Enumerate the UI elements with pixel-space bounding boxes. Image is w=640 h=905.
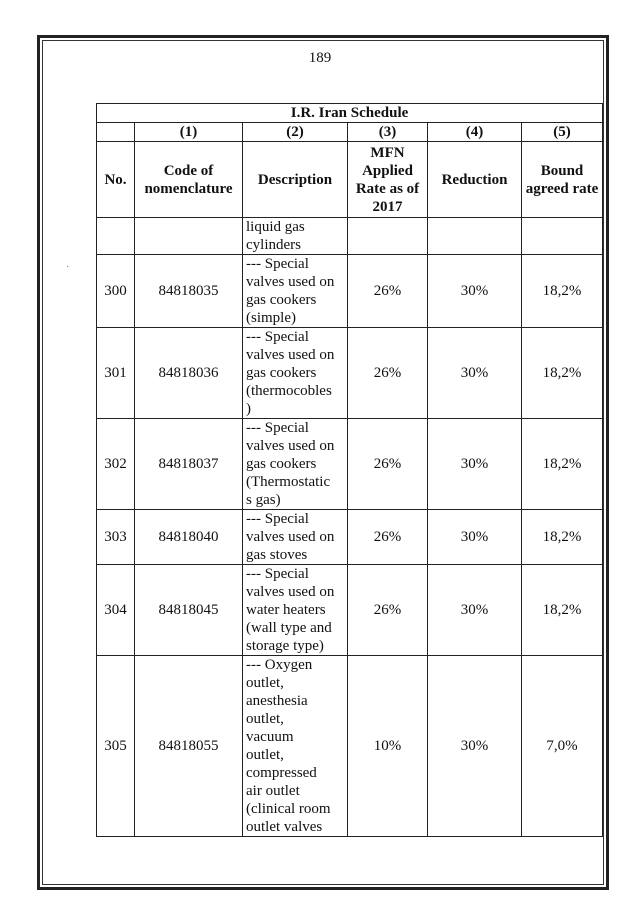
description-line: liquid gas [246, 219, 305, 235]
description-line: (thermocobles [246, 383, 332, 399]
cell-mfn-rate: 26% [348, 419, 428, 510]
header-reduction: Reduction [428, 142, 522, 218]
cell-reduction: 30% [428, 328, 522, 419]
cell-code: 84818035 [135, 255, 243, 328]
cell-code: 84818040 [135, 510, 243, 565]
description-line: storage type) [246, 638, 324, 654]
cell-bound-rate: 18,2% [522, 328, 603, 419]
cell-description [243, 419, 348, 510]
cell-no [97, 218, 135, 255]
header-bound-rate: Bound agreed rate [522, 142, 603, 218]
cell-no: 301 [97, 328, 135, 419]
table-row [97, 510, 603, 565]
table-row [97, 656, 603, 837]
table-row [97, 565, 603, 656]
column-number: (5) [522, 123, 603, 142]
header-description: Description [243, 142, 348, 218]
cell-code: 84818055 [135, 656, 243, 837]
cell-no: 303 [97, 510, 135, 565]
cell-mfn-rate: 26% [348, 510, 428, 565]
cell-no: 300 [97, 255, 135, 328]
description-line: outlet valves [246, 819, 323, 835]
scan-speck: · [66, 262, 70, 273]
column-number [97, 123, 135, 142]
cell-mfn-rate: 26% [348, 565, 428, 656]
description-line: outlet, [246, 747, 284, 763]
cell-no: 302 [97, 419, 135, 510]
description-line: --- Oxygen [246, 657, 313, 673]
column-number: (2) [243, 123, 348, 142]
cell-reduction: 30% [428, 565, 522, 656]
table-row [97, 218, 603, 255]
column-number-row [97, 123, 603, 142]
description-line: air outlet [246, 783, 300, 799]
cell-code: 84818036 [135, 328, 243, 419]
description-line: gas cookers [246, 365, 317, 381]
description-line: outlet, [246, 711, 284, 727]
cell-bound-rate: 18,2% [522, 510, 603, 565]
table-row [97, 419, 603, 510]
cell-code: 84818037 [135, 419, 243, 510]
cell-bound-rate: 18,2% [522, 255, 603, 328]
header-code: Code of nomenclature [135, 142, 243, 218]
description-line: gas stoves [246, 547, 308, 563]
cell-code: 84818045 [135, 565, 243, 656]
description-line: vacuum [246, 729, 294, 745]
description-line: compressed [246, 765, 317, 781]
description-line: outlet, [246, 675, 284, 691]
description-line: water heaters [246, 602, 326, 618]
header-no: No. [97, 142, 135, 218]
description-line: anesthesia [246, 693, 308, 709]
cell-description [243, 656, 348, 837]
description-line: --- Special [246, 420, 309, 436]
cell-no: 305 [97, 656, 135, 837]
cell-description [243, 255, 348, 328]
cell-reduction [428, 218, 522, 255]
description-line: (simple) [246, 310, 296, 326]
cell-no: 304 [97, 565, 135, 656]
description-line: (Thermostatic [246, 474, 331, 490]
cell-description [243, 328, 348, 419]
description-line: --- Special [246, 511, 309, 527]
table-row [97, 328, 603, 419]
cell-reduction: 30% [428, 656, 522, 837]
description-line: cylinders [246, 237, 301, 253]
cell-description [243, 565, 348, 656]
description-line: s gas) [246, 492, 281, 508]
cell-bound-rate: 18,2% [522, 565, 603, 656]
cell-description [243, 218, 348, 255]
description-line: gas cookers [246, 292, 317, 308]
cell-description [243, 510, 348, 565]
page-number: 189 [308, 50, 332, 66]
cell-bound-rate [522, 218, 603, 255]
description-line: valves used on [246, 529, 335, 545]
table-title: I.R. Iran Schedule [97, 104, 603, 123]
description-line: valves used on [246, 584, 335, 600]
cell-mfn-rate: 26% [348, 255, 428, 328]
cell-reduction: 30% [428, 510, 522, 565]
column-number: (1) [135, 123, 243, 142]
cell-reduction: 30% [428, 255, 522, 328]
description-line: gas cookers [246, 456, 317, 472]
cell-code [135, 218, 243, 255]
cell-mfn-rate: 10% [348, 656, 428, 837]
description-line: --- Special [246, 566, 309, 582]
description-line: valves used on [246, 274, 335, 290]
cell-reduction: 30% [428, 419, 522, 510]
description-line: --- Special [246, 329, 309, 345]
cell-bound-rate: 18,2% [522, 419, 603, 510]
header-row [97, 142, 603, 218]
schedule-table [96, 103, 603, 837]
cell-mfn-rate [348, 218, 428, 255]
description-line: valves used on [246, 438, 335, 454]
cell-bound-rate: 7,0% [522, 656, 603, 837]
description-line: (wall type and [246, 620, 332, 636]
description-line: valves used on [246, 347, 335, 363]
description-line: --- Special [246, 256, 309, 272]
cell-mfn-rate: 26% [348, 328, 428, 419]
description-line: ) [246, 401, 251, 417]
column-number: (3) [348, 123, 428, 142]
header-mfn-rate: MFN Applied Rate as of 2017 [348, 142, 428, 218]
description-line: (clinical room [246, 801, 331, 817]
table-row [97, 255, 603, 328]
column-number: (4) [428, 123, 522, 142]
